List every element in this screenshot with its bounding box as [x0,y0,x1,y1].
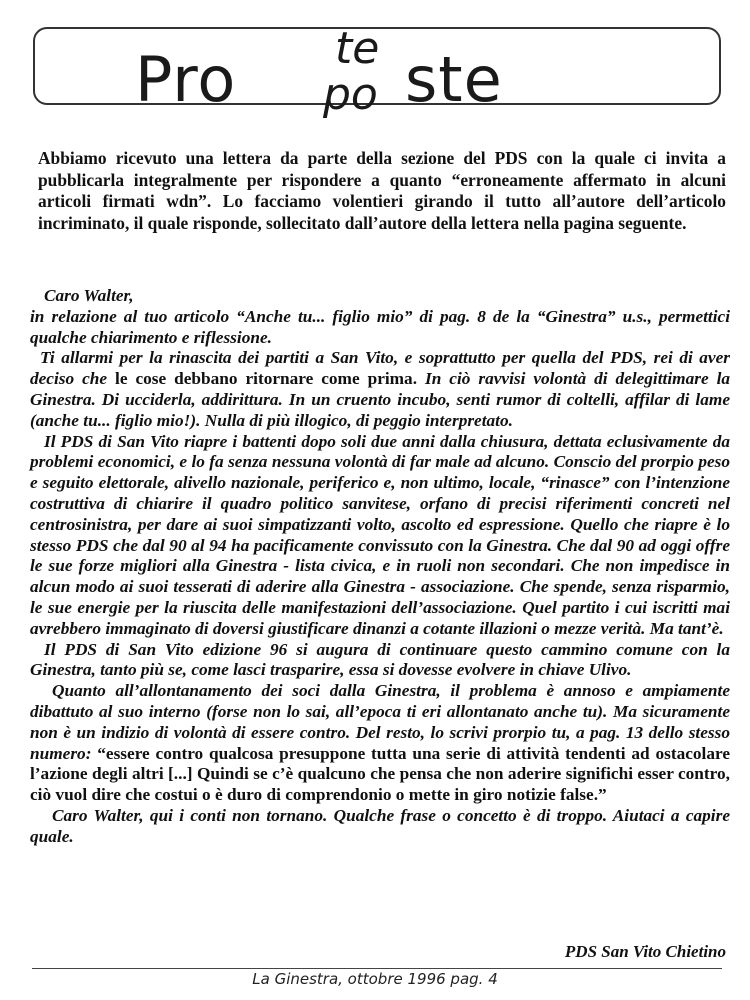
letter-paragraph-5-b: “essere contro qualcosa presuppone tutta una serie di attività tendenti ad ostacolare l’azione degli altri [...] Quindi se c’è qualcuno che pensa che non aderire significhi esser contro, ciò vuol dire che costui o è duro di comprendonio o mette in giro notizie false.” [30,743,730,805]
page-footer: La Ginestra, ottobre 1996 pag. 4 [252,970,498,988]
letter-paragraph-2 [30,348,730,431]
letter-paragraph-4: Il PDS di San Vito edizione 96 si augura di continuare questo cammino comune con la Ginestra, tanto più se, come lasci trasparire, essa si dovesse evolvere in chiave Ulivo. [30,639,730,680]
letter-paragraph-2-a: Ti allarmi per la rinascita dei partiti a San Vito, e soprattutto per quella del PDS, rei di aver deciso che [30,348,730,389]
title-po: po [323,69,378,120]
title-banner [33,23,721,120]
letter-paragraph-5-a: Quanto all’allontanamento dei soci dalla Ginestra, il problema è annoso e ampiamente dibattuto al suo interno (forse non lo sai, all’epoca ti eri allontanato anche tu). Ma sicuramente non è un indizio di volontà di essere contro. Del resto, lo scrivi prorpio tu, a pag. 13 dello stesso numero: [30,681,730,763]
letter-body [30,286,730,848]
letter-signature: PDS San Vito Chietino [564,942,726,961]
letter-paragraph-2-b: le cose debbano ritornare come prima. [115,369,418,389]
letter-paragraph-6: Caro Walter, qui i conti non tornano. Qualche frase o concetto è di troppo. Aiutaci a capire quale. [30,805,730,846]
letter-salutation: Caro Walter, [44,286,134,305]
letter-paragraph-5 [30,681,730,806]
letter-paragraph-3: Il PDS di San Vito riapre i battenti dopo soli due anni dalla chiusura, dettata eclusivamente da problemi economici, e lo fa senza nessuna volontà di far male ad alcuno. Conscio del prorpio peso e seguito elettorale, alivello nazionale, periferico e, non ultimo, locale, “rinasce” con l’intenzione costruttiva di chiarire il quadro politico sanvitese, orfano di precisi riferimenti concreti nel centrosinistra, per dare ai suoi simpatizzanti volto, ascolto ed espressione. Quello che riapre è lo stesso PDS che dal 90 al 94 ha pacificamente convissuto con la Ginestra. Che dal 90 ad oggi offre le sue forze migliori alla Ginestra - lista civica, e in ruoli non secondari. Che non impedisce in alcun modo ai suoi tesserati di aderire alla Ginestra - associazione. Che spende, senza risparmio, le sue energie per la riuscita delle manifestazioni dell’associazione. Quel partito i cui iscritti mai avrebbero immaginato di doversi giustificare dinanzi a cotante illazioni o mezze verità. Ma tant’è. [30,431,730,638]
intro-paragraph: Abbiamo ricevuto una lettera da parte della sezione del PDS con la quale ci invita a pubblicarla integralmente per rispondere a quanto “erroneamente affermato in alcuni articoli firmati wdn”. Lo facciamo volentieri girando il tutto all’autore dell’articolo incriminato, il quale risponde, sollecitato dall’autore della lettera nella pagina seguente. [38,148,726,233]
letter-paragraph-1: in relazione al tuo articolo “Anche tu... figlio mio” di pag. 8 de la “Ginestra” u.s., permettici qualche chiarimento e riflessione. [30,306,730,347]
letter-paragraph-2-c: In ciò ravvisi volontà di delegittimare la Ginestra. Di ucciderla, addirittura. In un cruento incubo, senti rumor di coltelli, affilar di lame (anche tu... figlio mio!). Nulla di più illogico, di peggio interpretato. [30,369,731,430]
title-ste: ste [405,43,503,116]
title-te: te [335,23,380,74]
footer-divider [32,968,722,969]
title-pro: Pro [135,43,237,116]
